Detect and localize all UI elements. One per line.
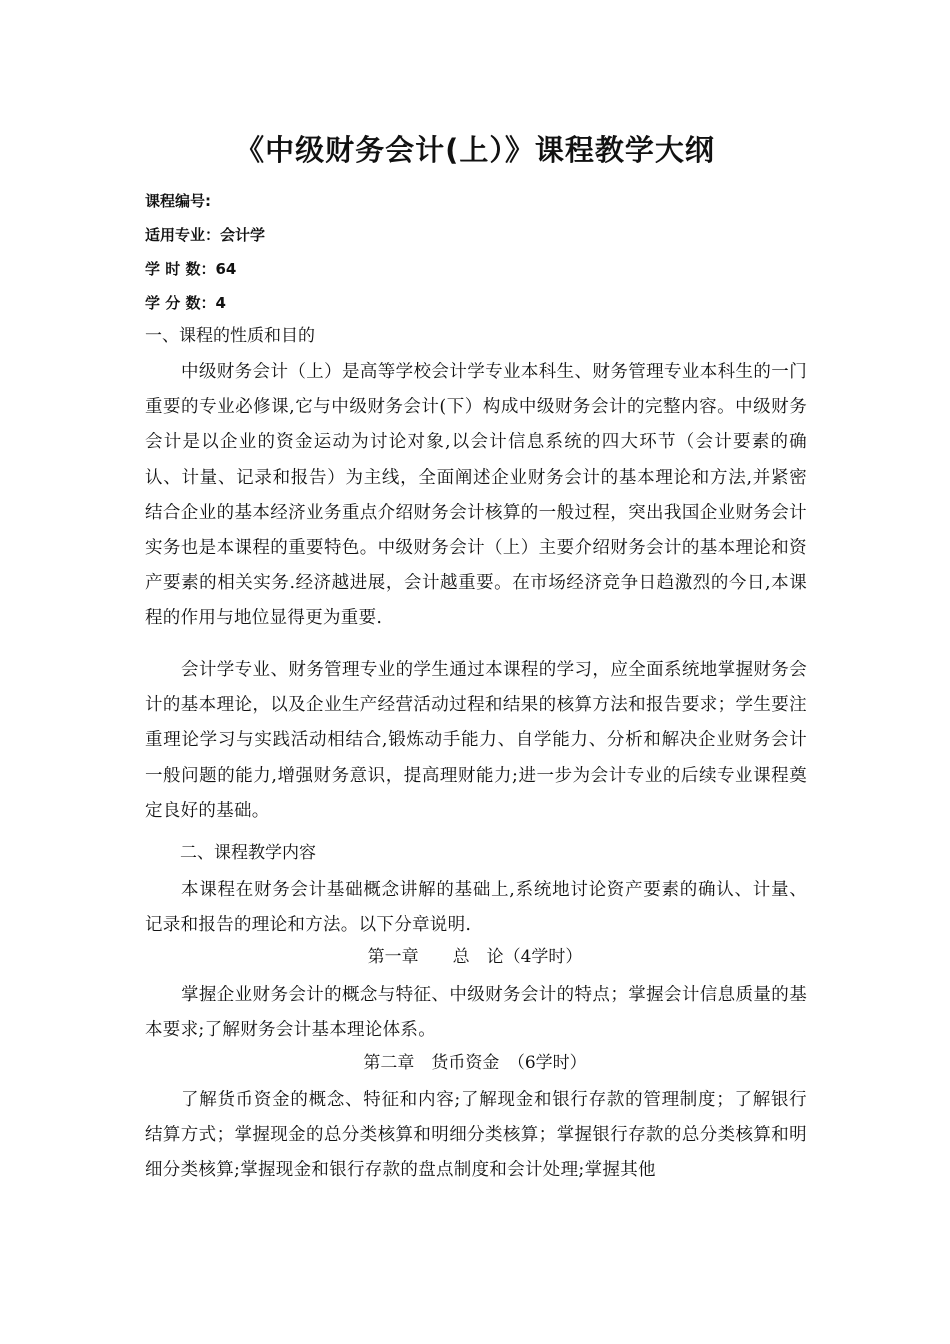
section-heading-nature-purpose: 一、课程的性质和目的	[145, 326, 315, 346]
credits: 学 分 数：4	[145, 294, 226, 312]
section-heading-content: 二、课程教学内容	[180, 843, 316, 863]
course-code: 课程编号:	[145, 192, 211, 210]
credit-hours: 学 时 数：64	[145, 260, 237, 278]
paragraph-course-nature: 中级财务会计（上）是高等学校会计学专业本科生、财务管理专业本科生的一门重要的专业必修课,它与中级财务会计(下）构成中级财务会计的完整内容。中级财务会计是以企业的资金运动为讨论对象,以会计信息系统的四大环节（会计要素的确认、计量、记录和报告）为主线，全面阐述企业财务会计的基本理论和方法,并紧密结合企业的基本经济业务重点介绍财务会计核算的一般过程，突出我国企业财务会计实务也是本课程的重要特色。中级财务会计（上）主要介绍财务会计的基本理论和资产要素的相关实务.经济越进展，会计越重要。在市场经济竞争日趋激烈的今日,本课程的作用与地位显得更为重要.	[145, 362, 807, 629]
chapter-2-text: 了解货币资金的概念、特征和内容;了解现金和银行存款的管理制度；了解银行结算方式；掌握现金的总分类核算和明细分类核算；掌握银行存款的总分类核算和明细分类核算;掌握现金和银行存款的盘点制度和会计处理;掌握其他	[145, 1090, 807, 1181]
chapter-1-title: 第一章 总 论（4学时）	[367, 947, 583, 967]
chapter-2-title: 第二章 货币资金 （6学时）	[363, 1053, 587, 1073]
applicable-major: 适用专业：会计学	[145, 226, 266, 244]
chapter-1-text: 掌握企业财务会计的概念与特征、中级财务会计的特点；掌握会计信息质量的基本要求;了解财务会计基本理论体系。	[145, 985, 807, 1041]
paragraph-content-intro: 本课程在财务会计基础概念讲解的基础上,系统地讨论资产要素的确认、计量、记录和报告的理论和方法。以下分章说明.	[145, 880, 807, 936]
paragraph-course-goals: 会计学专业、财务管理专业的学生通过本课程的学习，应全面系统地掌握财务会计的基本理论，以及企业生产经营活动过程和结果的核算方法和报告要求；学生要注重理论学习与实践活动相结合,锻炼动手能力、自学能力、分析和解决企业财务会计一般问题的能力,增强财务意识，提高理财能力;进一步为会计专业的后续专业课程奠定良好的基础。	[145, 660, 807, 821]
document-title: 《中级财务会计(上）》课程教学大纲	[235, 133, 715, 167]
